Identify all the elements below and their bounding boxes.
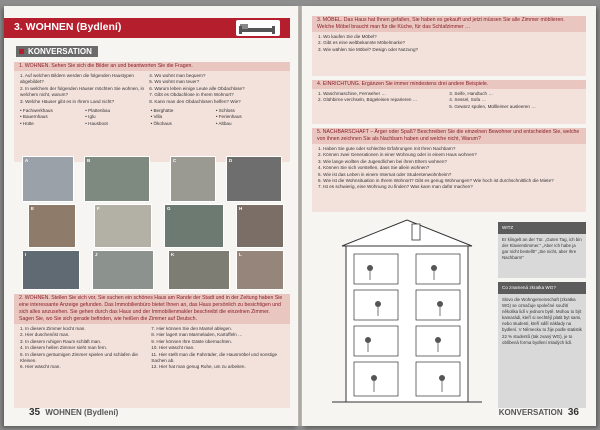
photo-label: L xyxy=(239,252,242,257)
question: 3. Welche Häuser gibt es in Ihrem Land nicht? xyxy=(20,98,115,104)
exercise-2 xyxy=(14,294,290,408)
question: 6. Wie ist die Wohnsituation in Ihrem Wohnort? Gibt es genug Wohnungen? Wie hoch ist durchschnittlich die Miete? xyxy=(318,178,554,184)
room-clue: 10. Hier wäscht man. xyxy=(151,345,195,351)
room-clue: 6. Hier wäscht man. xyxy=(20,364,61,370)
exercise-1 xyxy=(14,62,290,162)
room-clue: 1. In diesem Zimmer kocht man. xyxy=(20,326,86,331)
question: 5. Wo wohnt man teuer? xyxy=(149,79,200,85)
info-heading: Co znamená zkratka WG? xyxy=(498,282,586,294)
house-photo xyxy=(84,156,150,202)
exercise-1-questions-a xyxy=(20,73,148,105)
page-label: KONVERSATION xyxy=(498,408,563,417)
page-number: 36 xyxy=(567,407,579,418)
question: 7. Ist es schwierig, eine Wohnung zu finden? Was kann man dafür machen? xyxy=(318,184,473,190)
page-footer-left xyxy=(26,407,118,418)
chapter-title: 3. WOHNEN (Bydlení) xyxy=(14,21,122,33)
photo-label: G xyxy=(167,206,171,211)
page-label: WOHNEN (Bydlení) xyxy=(45,408,119,417)
joke-heading: WITZ xyxy=(498,222,586,234)
room-clue: 7. Hier können Sie den Mantel ablegen. xyxy=(151,326,232,331)
house-photo xyxy=(22,250,80,290)
fill-item: 4. Sessel, Sofa … xyxy=(449,97,487,103)
question: 4. Können Sie sich vorstellen, dass Sie allein wohnen? xyxy=(318,165,430,171)
page-number: 35 xyxy=(29,407,41,418)
house-type: • Villa xyxy=(150,114,163,120)
house-type: • Ökohaus xyxy=(150,120,172,126)
house-photo xyxy=(28,204,76,248)
info-text: Slovo die Wohngemeinschaft (zkratka WG) se označuje společné soužití několika lidí v jednom bytě. Mohou to být kamarádi, kteří si nechtějí platit byt sami, nebo studenti, kteří sdílí náklady na bydlení. V Německu to žije podle statistik 22 % studentů (tak zvaný WG), je to oblíbená forma bydlení mladých lidí. xyxy=(502,297,582,345)
house-type: • Altbau xyxy=(215,120,232,126)
question: 1. Auf welchen Bildern werden die folgenden Haustypen abgebildet? xyxy=(20,73,134,85)
room-clue: 5. In diesem geräumigen Zimmer spielen und schlafen die Kleinen. xyxy=(20,351,138,364)
house-type: • Berghütte xyxy=(150,108,174,114)
fill-item: 2. Glühbirne verchseln, Bügeleisen reparieren … xyxy=(318,97,418,103)
section-heading: KONVERSATION xyxy=(16,46,98,57)
page-footer-right xyxy=(499,407,582,418)
house-type: • Hausboot xyxy=(85,120,108,126)
fill-item: 3. Seife, Handtuch … xyxy=(449,91,493,96)
question: 1. Haben Sie gute oder schlechte Erfahrungen mit Ihren Nachbarn? xyxy=(318,146,456,151)
question: 3. Wie lange wollten die Jugendlichen bei ihren Eltern wohnen? xyxy=(318,158,447,164)
photo-label: E xyxy=(31,206,35,211)
house-type: • Bauernhaus xyxy=(20,114,48,120)
question: 4. Wo wohnt man bequem? xyxy=(149,73,206,78)
question: 2. In welchem der folgenden Häuser möchten Sie wohnen, in welchem nicht, warum? xyxy=(20,85,145,98)
house-photo xyxy=(22,156,74,202)
question: 2. Können zwei Generationen in einer Wohnung oder in einem Haus wohnen? xyxy=(318,152,477,158)
exercise-5 xyxy=(312,128,586,212)
exercise-1-questions-b xyxy=(149,73,279,105)
house-type: • Iglu xyxy=(85,114,96,120)
photo-label: H xyxy=(239,206,243,211)
house-photo xyxy=(236,204,284,248)
house-photo xyxy=(236,250,284,290)
photo-label: F xyxy=(97,206,100,211)
chapter-banner xyxy=(4,18,290,38)
fill-item: 5. Gewürz spülen, Müllleimer ausleeren … xyxy=(449,103,536,109)
room-clue: 12. Hier hat man genug Ruhe, um zu arbeiten. xyxy=(151,364,246,370)
fill-item: 1. Waschmaschine, Fernseher … xyxy=(318,91,386,96)
bed-illustration-icon xyxy=(236,20,280,36)
photo-label: K xyxy=(171,252,175,257)
exercise-5-heading: 5. NACHBARSCHAFT – Ärger oder Spaß? Beschreiben Sie die einzelnen Bewohner und entscheiden Sie, welche von ihnen zeichnen Sie als Nachbarn haben und welche nicht, Warum? xyxy=(312,128,586,144)
photo-label: C xyxy=(173,158,177,163)
question: 3. Wie wählen Sie Möbel? Design oder Nutzung? xyxy=(318,46,419,52)
house-photo xyxy=(168,250,230,290)
house-type: • Ferienhaus xyxy=(215,114,242,120)
exercise-4 xyxy=(312,80,586,124)
exercise-4-list-a xyxy=(318,91,448,104)
room-clue: 2. Hier duschen/ist man. xyxy=(20,332,70,338)
question: 8. Kann man den Obdachlosen helfen? Wie? xyxy=(149,98,241,104)
room-clue: 3. In diesem ruhigen Raum schläft man. xyxy=(20,338,102,344)
house-type: • Fachwerkhaus xyxy=(20,108,53,114)
house-type: • Schloss xyxy=(215,108,235,114)
question: 5. Wie ist das Leben in einem Internat oder Studentenwohnheim? xyxy=(318,171,452,177)
house-photo xyxy=(92,250,154,290)
left-page xyxy=(4,6,298,426)
house-photo xyxy=(164,204,224,248)
info-box xyxy=(498,282,586,408)
exercise-3-heading: 3. MÖBEL. Das Haus hat Ihnen gefallen, Sie haben es gekauft und jetzt müssen Sie alle Zimmer möblieren. Welche Möbel braucht man für die Küche, für das Schlafzimmer … xyxy=(312,16,586,32)
house-photo xyxy=(226,156,282,202)
exercise-4-heading: 4. EINRICHTUNG. Ergänzen Sie immer mindestens drei andere Beispiele. xyxy=(312,80,586,89)
exercise-2-list-b xyxy=(151,326,281,371)
exercise-1-heading: 1. WOHNEN. Sehen Sie sich die Bilder an und beantworten Sie die Fragen. xyxy=(14,62,290,71)
exercise-3 xyxy=(312,16,586,76)
photo-label: J xyxy=(95,252,98,257)
house-photo xyxy=(94,204,152,248)
joke-text: Er klingelt an der Tür. „Guten Tag, ich bin der Klavierstimmer.“ „Aber Ich habe ja gar nicht bestellt!“ „Sie nicht, aber Ihre Nachbarn!“ xyxy=(502,237,582,261)
right-page xyxy=(302,6,596,426)
room-clue: 9. Hier können Ihre Gäste übernachten. xyxy=(151,338,232,344)
photo-label: A xyxy=(25,158,29,163)
question: 2. Gibt es eine weltbekannte Möbelmarke? xyxy=(318,40,406,46)
room-clue: 4. In diesem hellen Zimmer sieht man fern. xyxy=(20,345,108,351)
photo-label: I xyxy=(25,252,27,257)
joke-box xyxy=(498,222,586,278)
question: 1. Wo kaufen Sie die Möbel? xyxy=(318,34,377,39)
room-clue: 11. Hier stellt man die Fahrräder, die Hausmöbel und sonstige Sachen ab. xyxy=(151,351,278,364)
photo-label: D xyxy=(229,158,233,163)
house-type: • Plattenbau xyxy=(85,108,111,114)
house-type: • Hütte xyxy=(20,120,34,126)
photo-label: B xyxy=(87,158,91,163)
question: 7. Gibt es Obdachlose in Ihrem Wohnort? xyxy=(149,92,234,98)
question: 6. Warum leben einige Leute alle Obdachlose? xyxy=(149,85,245,91)
apartment-building-illustration xyxy=(322,216,492,406)
house-photo xyxy=(170,156,216,202)
exercise-2-heading: 2. WOHNEN. Stellen Sie sich vor, Sie suchen ein schönes Haus am Rande der Stadt und in der Zeitung haben Sie eine interessante Anzeige gefunden. Das Immobilienbüro bietet Ihnen an, das Haus persönlich zu besichtigen und sich alles anzusehen. Sie gehen durch das Haus und der Immobilienmakler beschreibt die einzelnen Zimmer. Sagen Sie, wo Sie sich gerade befinden, wie heißen die Zimmer auf Deutsch. xyxy=(14,294,290,324)
exercise-4-list-b xyxy=(449,91,579,110)
house-types-list xyxy=(20,108,284,127)
exercise-2-list-a xyxy=(20,326,150,371)
room-clue: 8. Hier lagert man Marmeladen, Kartoffeln … xyxy=(151,332,243,338)
